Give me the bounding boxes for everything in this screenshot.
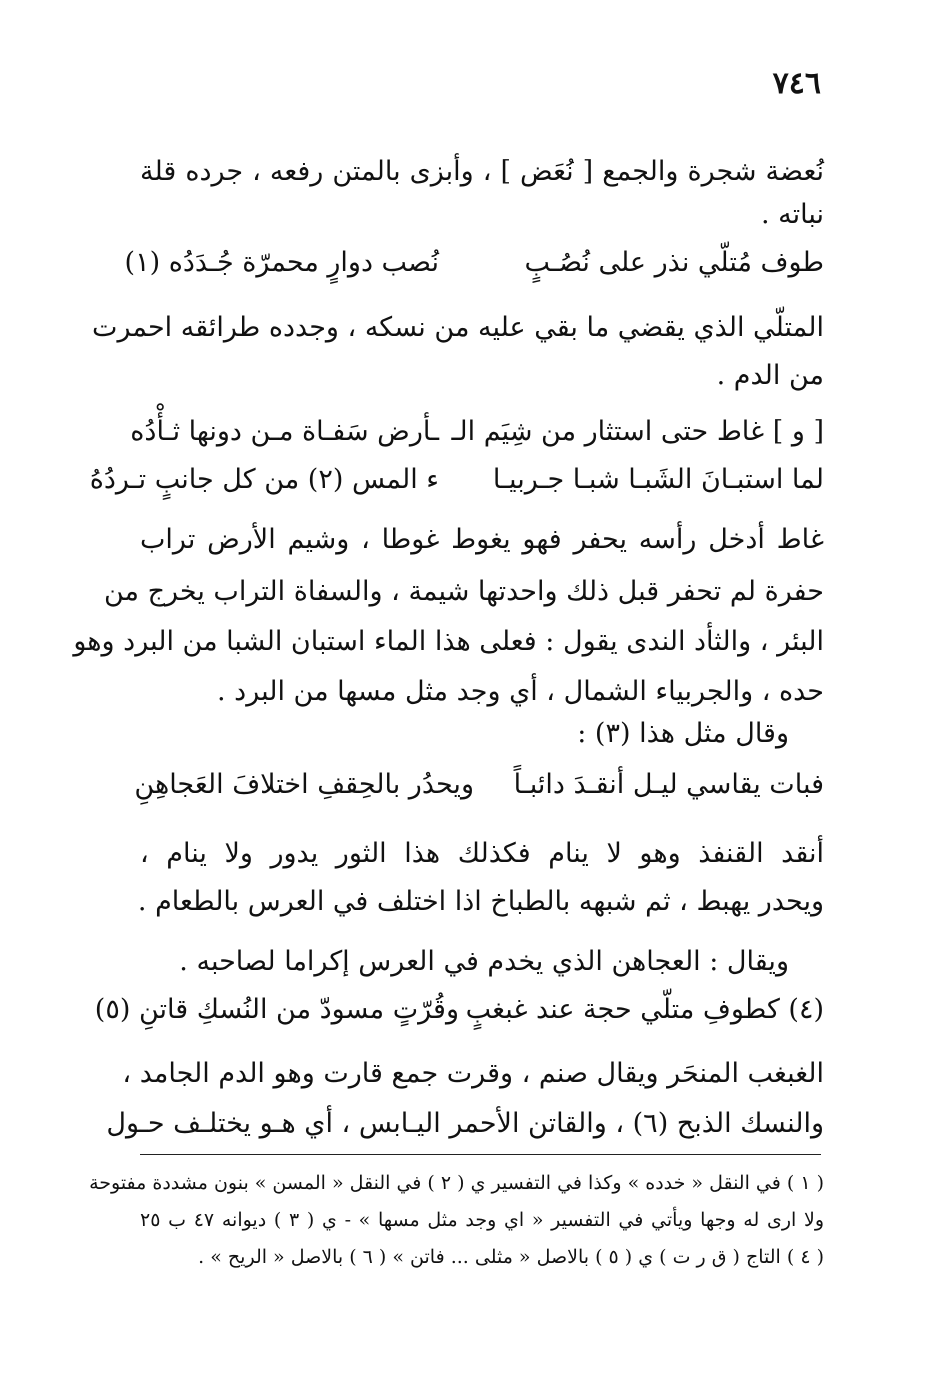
footnote-line: ( ١ ) في النقل « خدده » وكذا في التفسير ي ( ٢ ) في النقل « المسن » بنون مشددة مفتوحة xyxy=(89,1172,824,1194)
text-line: نُعضة شجرة والجمع [ نُعَض ] ، وأبزى بالمتن رفعه ، جرده قلة xyxy=(140,156,824,187)
text-line: البئر ، والثأد الندى يقول : فعلى هذا الماء استبان الشبا من البرد وهو xyxy=(73,626,824,657)
text-line: ويحدر يهبط ، ثم شبهه بالطباخ اذا اختلف في العرس بالطعام . xyxy=(137,886,824,917)
text-line: الغبغب المنحَر ويقال صنم ، وقرت جمع قارت وهو الدم الجامد ، xyxy=(122,1058,824,1089)
footnote-line: ولا ارى له وجها ويأتي في التفسير « اي وجد مثل مسها » - ي ( ٣ ) ديوانه ٤٧ ب ٢٥ xyxy=(140,1209,824,1231)
verse-hemistich-second: ء المس (٢) من كل جانبٍ تـردُهُ xyxy=(89,464,439,495)
verse-hemistich-second: ـأرض سَفـاة مـن دونها ثـأْدُه xyxy=(130,416,439,447)
page-number: ٧٤٦ xyxy=(772,66,821,101)
verse-hemistich-first: فبات يقاسي ليـل أنقـدَ دائبـاً xyxy=(513,769,824,800)
verse-hemistich-first: [ و ] غاط حتى استثار من شِيَم الـ xyxy=(451,416,824,447)
verse-hemistich-second: وقُرّتٍ مسودّ من النُسكِ قاتنِ (٥) xyxy=(94,994,459,1025)
footnote-line: ( ٤ ) التاج ( ق ر ت ) ي ( ٥ ) بالاصل « مثلى ... فاتن » ( ٦ ) بالاصل « الريح » . xyxy=(198,1246,824,1268)
text-line: نباته . xyxy=(760,199,824,230)
text-line: غاط أدخل رأسه يحفر فهو يغوط غوطا ، وشيم الأرض تراب xyxy=(140,524,824,555)
text-line: وقال مثل هذا (٣) : xyxy=(577,718,789,749)
text-line: من الدم . xyxy=(716,360,824,391)
text-line: حفرة لم تحفر قبل ذلك واحدتها شيمة ، والسفاة التراب يخرج من xyxy=(103,576,824,607)
verse-hemistich-second: ويحدُر بالحِقفِ اختلافَ العَجاهِنِ xyxy=(134,769,474,800)
verse-hemistich-second: نُصب دوارٍ محمرّة جُـدَدُه (١) xyxy=(124,247,439,278)
verse-hemistich-first: (٤) كطوفِ متلّي حجة عند غبغبٍ xyxy=(465,994,824,1025)
text-line: ويقال : العجاهن الذي يخدم في العرس إكراما لصاحبه . xyxy=(179,946,789,977)
verse-hemistich-first: طوف مُتلّي نذر على نُصُـبٍ xyxy=(524,247,824,278)
text-line: والنسك الذبح (٦) ، والقاتن الأحمر اليـابس ، أي هـو يختلـف حـول xyxy=(106,1108,824,1139)
text-line: أنقد القنفذ وهو لا ينام فكذلك هذا الثور يدور ولا ينام ، xyxy=(140,838,824,869)
text-line: حده ، والجربياء الشمال ، أي وجد مثل مسها من البرد . xyxy=(217,676,824,707)
verse-hemistich-first: لما استبـانَ الشَبـا شبـا جـربيـا xyxy=(492,464,824,495)
text-line: المتلّي الذي يقضي ما بقي عليه من نسكه ، وجدده طرائقه احمرت xyxy=(92,312,824,343)
footnote-separator xyxy=(140,1154,821,1155)
